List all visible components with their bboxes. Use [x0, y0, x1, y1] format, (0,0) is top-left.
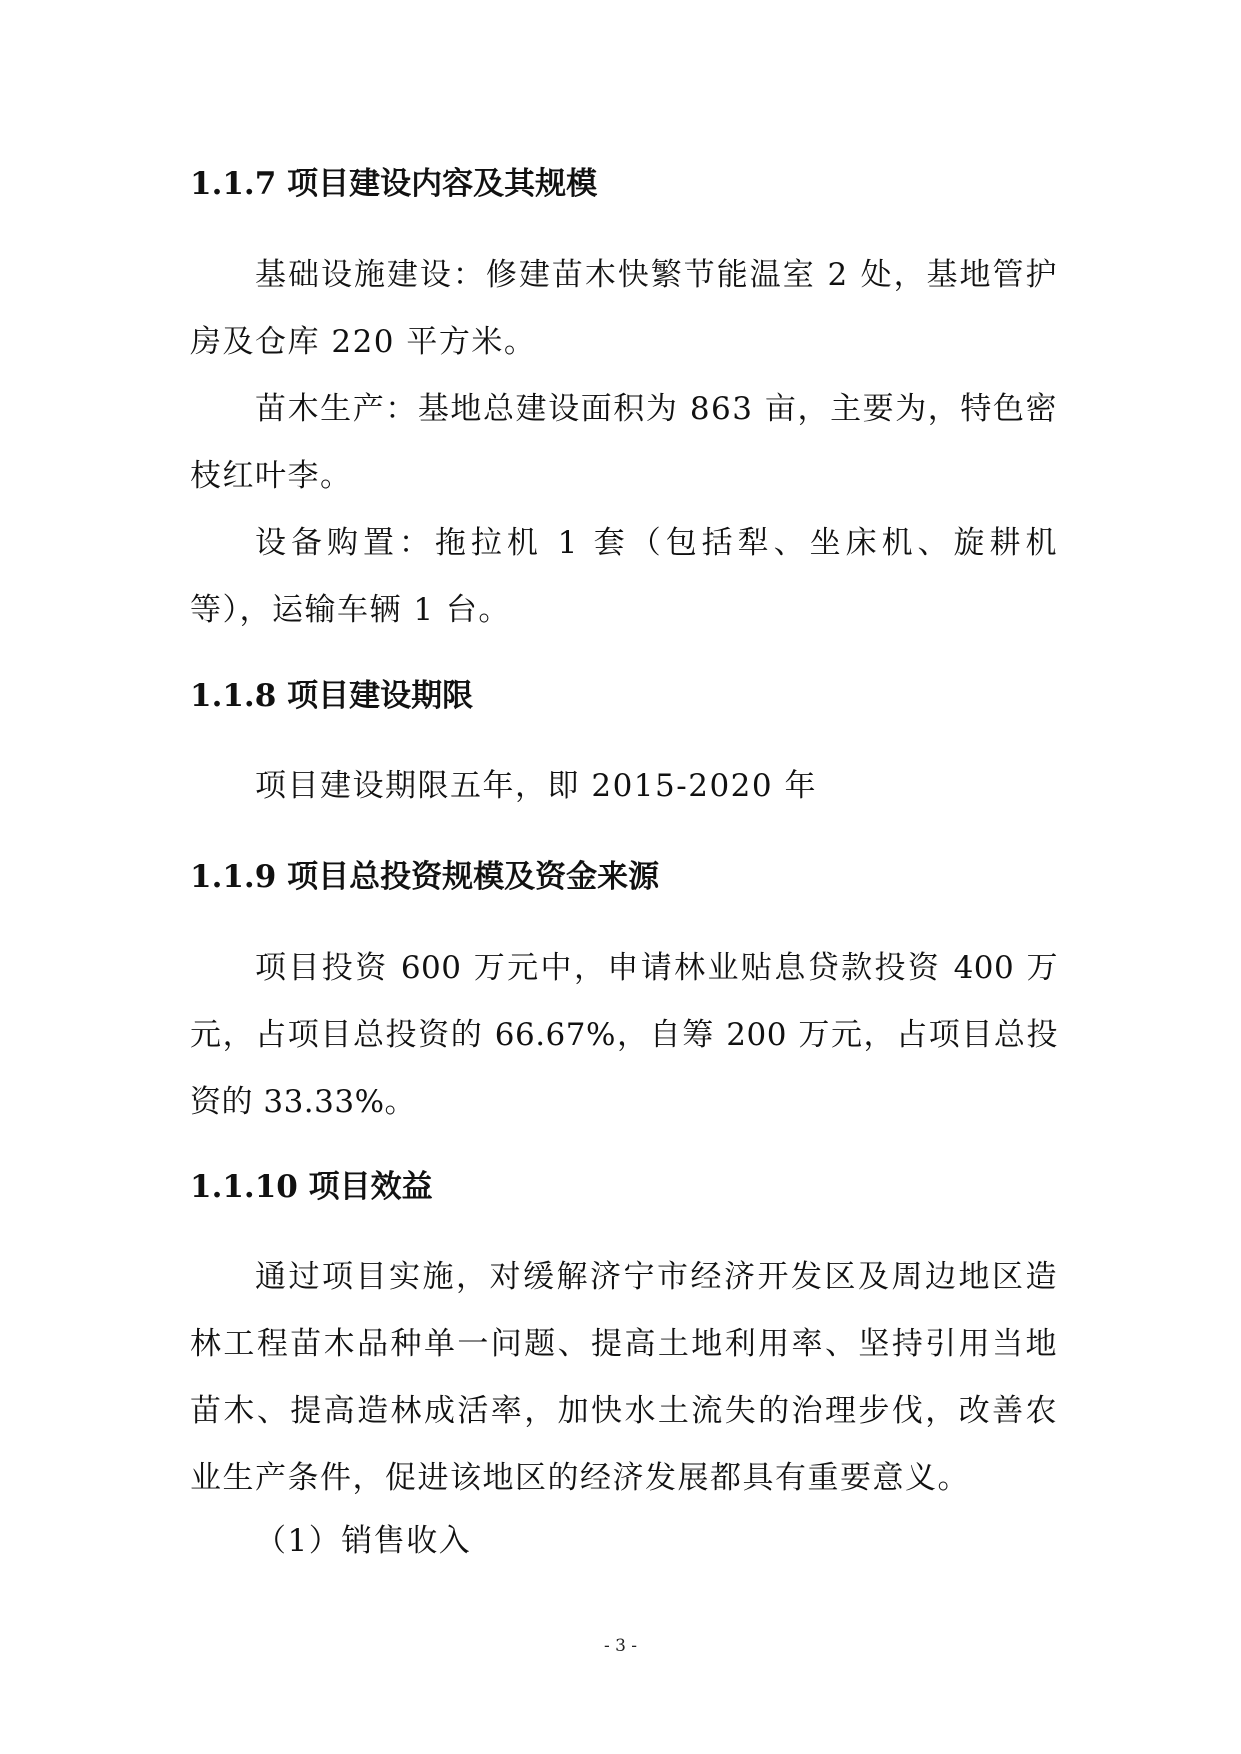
heading-1-1-10: 1.1.10 项目效益	[190, 1169, 433, 1205]
paragraph-seedling-production: 苗木生产：基地总建设面积为 863 亩，主要为，特色密枝红叶李。	[190, 391, 1058, 494]
page-number: - 3 -	[603, 1636, 638, 1656]
heading-1-1-8: 1.1.8 项目建设期限	[190, 678, 474, 714]
heading-1-1-9: 1.1.9 项目总投资规模及资金来源	[190, 859, 660, 895]
paragraph-infrastructure: 基础设施建设：修建苗木快繁节能温室 2 处，基地管护房及仓库 220 平方米。	[190, 257, 1058, 360]
paragraph-construction-period: 项目建设期限五年，即 2015-2020 年	[255, 768, 817, 804]
heading-1-1-7: 1.1.7 项目建设内容及其规模	[190, 166, 598, 202]
paragraph-equipment: 设备购置：拖拉机 1 套（包括犁、坐床机、旋耕机等），运输车辆 1 台。	[190, 525, 1058, 628]
sub-item-sales-revenue: （1）销售收入	[255, 1523, 472, 1559]
paragraph-benefits: 通过项目实施，对缓解济宁市经济开发区及周边地区造林工程苗木品种单一问题、提高土地利用率、坚持引用当地苗木、提高造林成活率，加快水土流失的治理步伐，改善农业生产条件，促进该地区的经济发展都具有重要意义。	[190, 1259, 1058, 1496]
paragraph-investment: 项目投资 600 万元中，申请林业贴息贷款投资 400 万元，占项目总投资的 66.67%，自筹 200 万元，占项目总投资的 33.33%。	[190, 950, 1058, 1120]
